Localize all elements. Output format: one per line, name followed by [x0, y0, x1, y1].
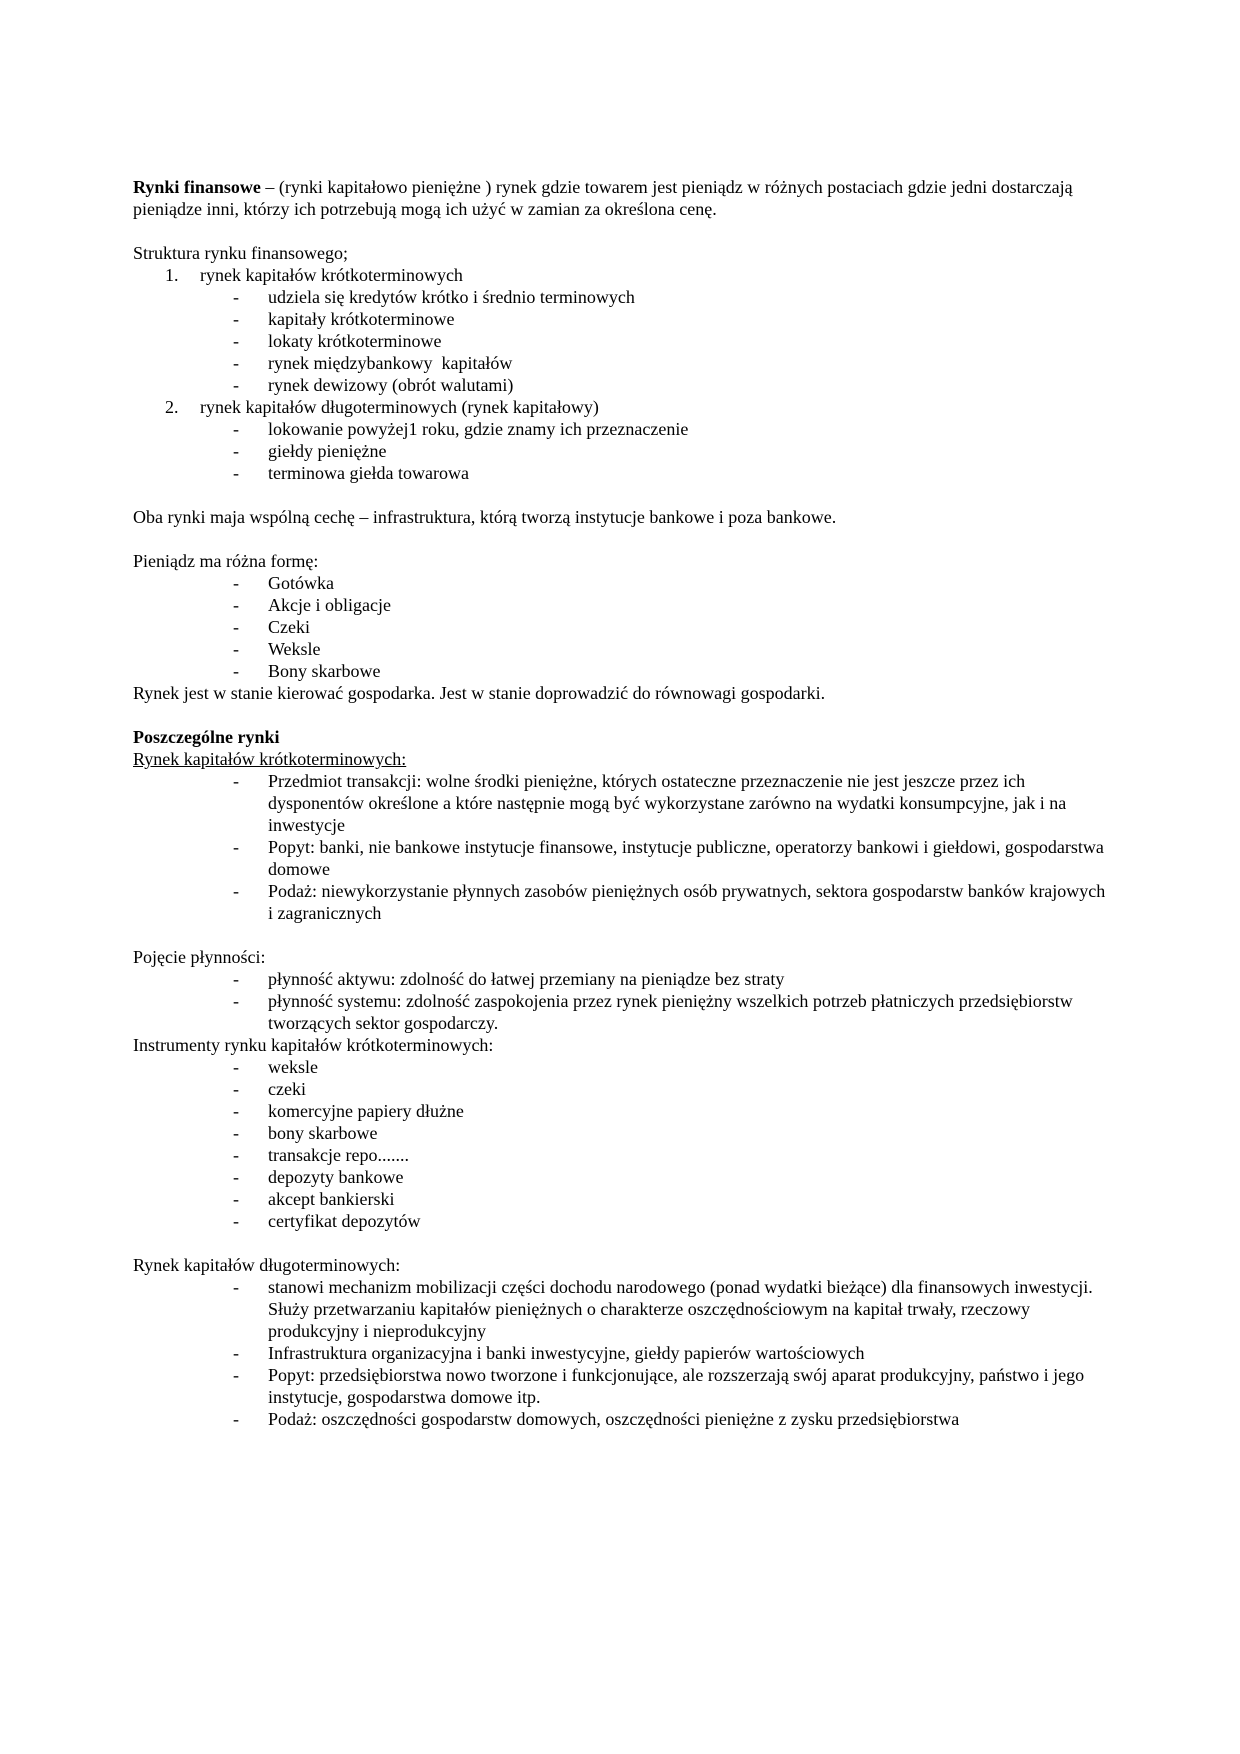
dash-item [133, 836, 1111, 880]
numbered-item [133, 396, 1111, 418]
dash-item-text: Popyt: przedsiębiorstwa nowo tworzone i funkcjonujące, ale rozszerzają swój aparat produkcyjny, państwo i jego instytucje, gospodarstwa domowe itp. [268, 1365, 1089, 1407]
dash-item-text: Podaż: niewykorzystanie płynnych zasobów pieniężnych osób prywatnych, sektora gospodarstw banków krajowych i zagranicznych [268, 881, 1110, 923]
intro-definition: – (rynki kapitałowo pieniężne ) rynek gdzie towarem jest pieniądz w różnych postaciach gdzie jedni dostarczają pieniądze inni, którzy ich potrzebują mogą ich użyć w zamian za określona cenę. [133, 177, 1078, 219]
dash-item [133, 418, 1111, 440]
dash-item-text: Weksle [268, 639, 321, 659]
dash-item [133, 1122, 1111, 1144]
dash-marker: - [233, 1123, 239, 1143]
dash-item-text: Popyt: banki, nie bankowe instytucje finansowe, instytucje publiczne, operatorzy bankowi i giełdowi, gospodarstwa domowe [268, 837, 1109, 879]
dash-item [133, 1408, 1111, 1430]
dash-item [133, 1166, 1111, 1188]
dash-item-text: rynek dewizowy (obrót walutami) [268, 375, 514, 395]
dash-marker: - [233, 441, 239, 461]
dash-marker: - [233, 1365, 239, 1385]
dash-item [133, 462, 1111, 484]
dash-item [133, 440, 1111, 462]
dash-item [133, 660, 1111, 682]
common-feature-note: Oba rynki maja wspólną cechę – infrastruktura, którą tworzą instytucje bankowe i poza bankowe. [133, 507, 837, 527]
dash-item-text: depozyty bankowe [268, 1167, 404, 1187]
dash-item-text: Podaż: oszczędności gospodarstw domowych, oszczędności pieniężne z zysku przedsiębiorstwa [268, 1409, 960, 1429]
dash-marker: - [233, 309, 239, 329]
dash-marker: - [233, 353, 239, 373]
dash-item-text: weksle [268, 1057, 318, 1077]
dash-marker: - [233, 1145, 239, 1165]
dash-marker: - [233, 1409, 239, 1429]
sections-heading: Poszczególne rynki [133, 727, 280, 747]
dash-item-text: Akcje i obligacje [268, 595, 391, 615]
intro-paragraph [133, 176, 1111, 220]
dash-marker: - [233, 1211, 239, 1231]
dash-item-text: czeki [268, 1079, 306, 1099]
dash-item [133, 1078, 1111, 1100]
dash-marker: - [233, 287, 239, 307]
document-content [133, 176, 1111, 1430]
dash-marker: - [233, 969, 239, 989]
short-term-heading: Rynek kapitałów krótkoterminowych: [133, 749, 407, 769]
dash-item-text: transakcje repo....... [268, 1145, 409, 1165]
dash-item [133, 594, 1111, 616]
market-role-note: Rynek jest w stanie kierować gospodarka. Jest w stanie doprowadzić do równowagi gospodarki. [133, 683, 826, 703]
numbered-item [133, 264, 1111, 286]
blank-line [133, 484, 1111, 506]
dash-marker: - [233, 661, 239, 681]
dash-item [133, 374, 1111, 396]
money-forms-heading: Pieniądz ma różna formę: [133, 551, 319, 571]
intro-term: Rynki finansowe [133, 177, 261, 197]
dash-marker: - [233, 331, 239, 351]
dash-item [133, 352, 1111, 374]
dash-marker: - [233, 1189, 239, 1209]
dash-item-text: Czeki [268, 617, 310, 637]
dash-marker: - [233, 991, 239, 1011]
dash-item [133, 1342, 1111, 1364]
dash-item [133, 1056, 1111, 1078]
dash-item [133, 1144, 1111, 1166]
numbered-item-text: rynek kapitałów długoterminowych (rynek kapitałowy) [200, 397, 599, 417]
dash-item [133, 1364, 1111, 1408]
dash-marker: - [233, 375, 239, 395]
blank-line [133, 1232, 1111, 1254]
long-term-heading: Rynek kapitałów długoterminowych: [133, 1255, 401, 1275]
dash-item-text: Infrastruktura organizacyjna i banki inwestycyjne, giełdy papierów wartościowych [268, 1343, 865, 1363]
dash-marker: - [233, 463, 239, 483]
blank-line [133, 220, 1111, 242]
dash-item [133, 638, 1111, 660]
dash-marker: - [233, 573, 239, 593]
blank-line [133, 924, 1111, 946]
dash-item-text: udziela się kredytów krótko i średnio terminowych [268, 287, 635, 307]
dash-item [133, 1100, 1111, 1122]
dash-item-text: certyfikat depozytów [268, 1211, 421, 1231]
dash-marker: - [233, 1101, 239, 1121]
dash-item [133, 330, 1111, 352]
dash-item-text: Przedmiot transakcji: wolne środki pieniężne, których ostateczne przeznaczenie nie jest jeszcze przez ich dysponentów określone a które następnie mogą być wykorzystane zarówno na wydatki konsumpcyjne, jak i na inwestycje [268, 771, 1071, 835]
dash-marker: - [233, 617, 239, 637]
dash-item [133, 968, 1111, 990]
dash-marker: - [233, 1277, 239, 1297]
blank-line [133, 528, 1111, 550]
dash-item [133, 1210, 1111, 1232]
dash-marker: - [233, 639, 239, 659]
instruments-heading: Instrumenty rynku kapitałów krótkoterminowych: [133, 1035, 494, 1055]
dash-marker: - [233, 881, 239, 901]
dash-item-text: Gotówka [268, 573, 334, 593]
dash-item-text: bony skarbowe [268, 1123, 378, 1143]
structure-heading: Struktura rynku finansowego; [133, 243, 348, 263]
dash-item [133, 572, 1111, 594]
dash-item [133, 1188, 1111, 1210]
dash-item-text: lokowanie powyżej1 roku, gdzie znamy ich przeznaczenie [268, 419, 689, 439]
dash-item-text: rynek międzybankowy kapitałów [268, 353, 513, 373]
blank-line [133, 704, 1111, 726]
dash-item-text: kapitały krótkoterminowe [268, 309, 455, 329]
number-marker: 1. [165, 265, 179, 285]
dash-item [133, 286, 1111, 308]
dash-item-text: terminowa giełda towarowa [268, 463, 469, 483]
dash-item-text: lokaty krótkoterminowe [268, 331, 442, 351]
dash-item [133, 770, 1111, 836]
dash-item-text: płynność systemu: zdolność zaspokojenia przez rynek pieniężny wszelkich potrzeb płatniczych przedsiębiorstw tworzących sektor gospodarczy. [268, 991, 1078, 1033]
dash-marker: - [233, 771, 239, 791]
dash-marker: - [233, 1079, 239, 1099]
dash-item [133, 616, 1111, 638]
dash-item-text: giełdy pieniężne [268, 441, 387, 461]
dash-item-text: komercyjne papiery dłużne [268, 1101, 464, 1121]
dash-marker: - [233, 1167, 239, 1187]
dash-marker: - [233, 1343, 239, 1363]
numbered-item-text: rynek kapitałów krótkoterminowych [200, 265, 463, 285]
dash-item-text: akcept bankierski [268, 1189, 395, 1209]
dash-item [133, 990, 1111, 1034]
dash-marker: - [233, 837, 239, 857]
dash-item-text: Bony skarbowe [268, 661, 381, 681]
dash-marker: - [233, 419, 239, 439]
dash-item-text: płynność aktywu: zdolność do łatwej przemiany na pieniądze bez straty [268, 969, 785, 989]
dash-item [133, 308, 1111, 330]
dash-marker: - [233, 1057, 239, 1077]
number-marker: 2. [165, 397, 179, 417]
liquidity-heading: Pojęcie płynności: [133, 947, 266, 967]
dash-item [133, 1276, 1111, 1342]
dash-item [133, 880, 1111, 924]
dash-item-text: stanowi mechanizm mobilizacji części dochodu narodowego (ponad wydatki bieżące) dla finansowych inwestycji. Służy przetwarzaniu kapitałów pieniężnych o charakterze oszczędnościowym na kapitał trwały, rzeczowy produkcyjny i nieprodukcyjny [268, 1277, 1098, 1341]
dash-marker: - [233, 595, 239, 615]
